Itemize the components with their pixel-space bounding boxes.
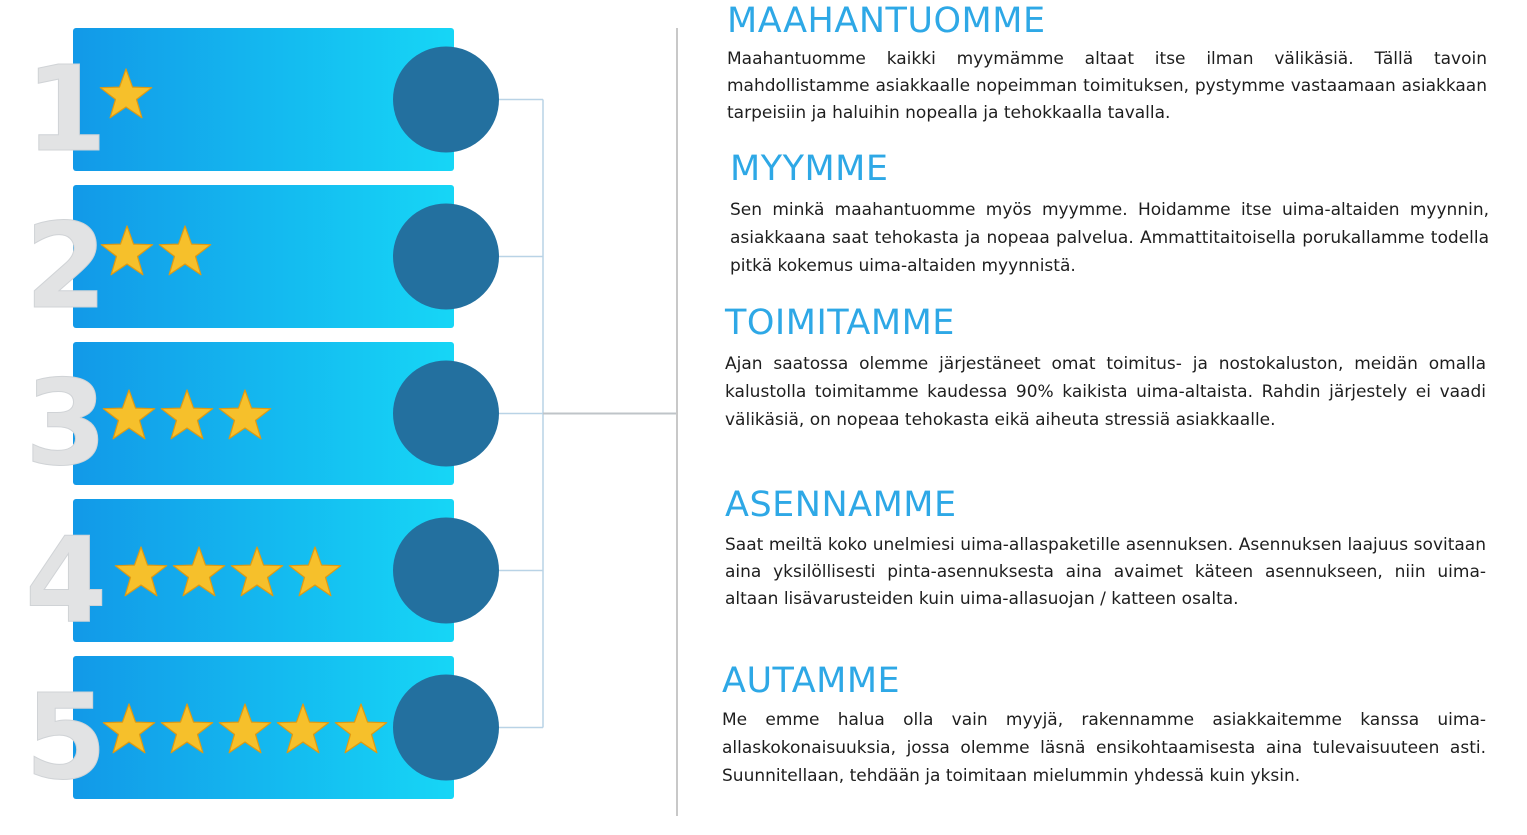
section-toimitamme	[725, 304, 1486, 434]
section-myymme	[730, 150, 1489, 280]
section-text: Saat meiltä koko unelmiesi uima-allaspaketille asennuksen. Asennuksen laajuus sovitaan aina yksilöllisesti pinta-asennuksesta aina avaimet käteen asennukseen, niin uima-altaan lisävarusteiden kuin uima-allasuojan / katteen osalta.	[725, 535, 1486, 609]
section-text: Ajan saatossa olemme järjestäneet omat toimitus- ja nostokaluston, meidän omalla kalustolla toimitamme kaudessa 90% kaikista uima-altaista. Rahdin järjestely ei vaadi välikäsiä, on nopeaa tehokasta eikä aiheuta stressiä asiakkaalle.	[725, 354, 1486, 430]
section-asennamme	[725, 486, 1486, 613]
section-maahantuomme	[727, 2, 1487, 127]
level-circle	[393, 518, 499, 624]
level-circle	[393, 675, 499, 781]
level-number: 5	[24, 668, 108, 806]
section-heading: MYYMME	[730, 149, 889, 189]
level-diagram	[0, 0, 680, 835]
level-circle	[393, 47, 499, 153]
vertical-divider	[676, 28, 678, 816]
level-number: 3	[24, 354, 108, 492]
level-3	[25, 342, 499, 492]
level-circle	[393, 361, 499, 467]
level-1	[25, 28, 499, 178]
level-circle	[393, 204, 499, 310]
level-number: 2	[24, 197, 108, 335]
section-autamme	[722, 662, 1486, 790]
level-5	[25, 656, 499, 806]
level-number: 4	[24, 511, 108, 649]
level-4	[25, 499, 499, 649]
section-heading: ASENNAMME	[725, 485, 957, 525]
section-heading: MAAHANTUOMME	[727, 1, 1046, 41]
level-number: 1	[24, 40, 108, 178]
section-heading: TOIMITAMME	[725, 303, 955, 343]
section-text: Me emme halua olla vain myyjä, rakennamme asiakkaitemme kanssa uima-allaskokonaisuuksia, jossa olemme läsnä ensikohtaamisesta aina tulevaisuuteen asti. Suunnitellaan, tehdään ja toimitaan mielummin yhdessä kuin yksin.	[722, 710, 1486, 786]
section-heading: AUTAMME	[722, 661, 901, 701]
level-2	[25, 185, 499, 335]
section-text: Maahantuomme kaikki myymämme altaat itse ilman välikäsiä. Tällä tavoin mahdollistamme asiakkaalle nopeimman toimituksen, pystymme vastaamaan asiakkaan tarpeisiin ja haluihin nopealla ja tehokkaalla tavalla.	[727, 49, 1487, 123]
section-text: Sen minkä maahantuomme myös myymme. Hoidamme itse uima-altaiden myynnin, asiakkaana saat tehokasta ja nopeaa palvelua. Ammattitaitoisella porukallamme todella pitkä kokemus uima-altaiden myynnistä.	[730, 200, 1489, 276]
